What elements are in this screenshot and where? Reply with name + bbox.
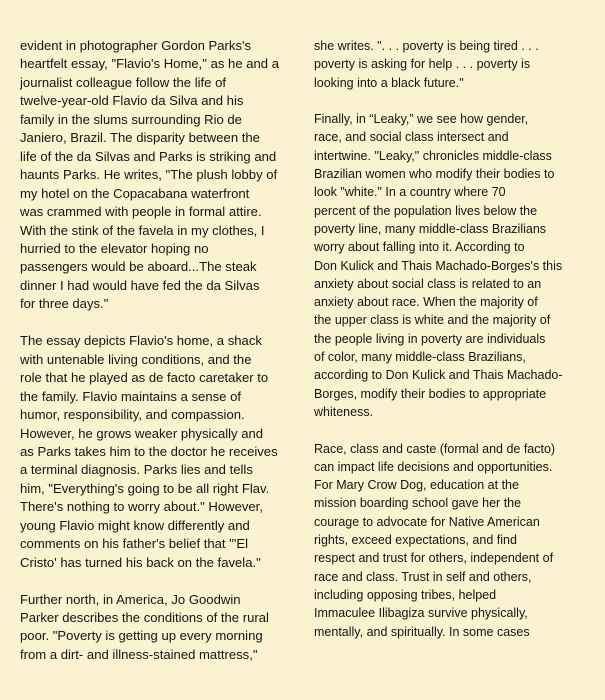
- text-line: For Mary Crow Dog, education at the: [314, 478, 519, 493]
- text-line: dinner I had would have fed the da Silvas: [20, 277, 260, 293]
- text-line: young Flavio might know differently and: [20, 517, 250, 533]
- text-line: rights, exceed expectations, and find: [314, 533, 517, 548]
- text-line: journalist colleague follow the life of: [20, 74, 226, 90]
- text-line: Parker describes the conditions of the rural: [20, 610, 269, 626]
- text-line: hurried to the elevator hoping no: [20, 240, 209, 256]
- text-line: of color, many middle-class Brazilians,: [314, 350, 526, 365]
- text-line: a terminal diagnosis. Parks lies and tells: [20, 462, 253, 478]
- paragraph: [20, 332, 278, 572]
- text-line: including opposing tribes, helped: [314, 587, 497, 602]
- text-line: the family. Flavio maintains a sense of: [20, 388, 241, 404]
- text-line: mission boarding school gave her the: [314, 496, 522, 511]
- text-line: with untenable living conditions, and the: [20, 351, 252, 367]
- text-line: heartfelt essay, "Flavio's Home," as he and a: [20, 56, 280, 72]
- text-line: evident in photographer Gordon Parks's: [20, 38, 252, 53]
- text-line: anxiety about social class is related to an: [314, 276, 542, 291]
- text-line: for three days.": [20, 296, 109, 312]
- text-line: haunts Parks. He writes, "The plush lobby of: [20, 167, 278, 183]
- paragraph: [20, 37, 278, 314]
- paragraph: [20, 591, 278, 665]
- text-line: Cristo' has turned his back on the favela.": [20, 554, 261, 570]
- text-line: look "white." In a country where 70: [314, 185, 506, 200]
- text-line: worry about falling into it. According to: [314, 240, 525, 255]
- text-line: Brazilian women who modify their bodies to: [314, 167, 555, 182]
- paragraph: [314, 440, 570, 641]
- text-line: role that he played as de facto caretaker to: [20, 370, 269, 386]
- text-line: With the stink of the favela in my clothes, I: [20, 222, 265, 238]
- text-line: the people living in poverty are individuals: [314, 331, 546, 346]
- text-line: from a dirt- and illness-stained mattress,": [20, 646, 258, 662]
- text-line: The essay depicts Flavio's home, a shack: [20, 333, 262, 349]
- text-line: as Parks takes him to the doctor he receives: [20, 443, 278, 459]
- text-line: Further north, in America, Jo Goodwin: [20, 591, 241, 607]
- text-line: my hotel on the Copacabana waterfront: [20, 185, 250, 201]
- paragraph: [314, 110, 570, 421]
- text-line: poverty line, many middle-class Brazilians: [314, 221, 547, 236]
- text-line: looking into a black future.": [314, 75, 464, 90]
- text-line: whiteness.: [314, 404, 374, 419]
- text-line: Borges, modify their bodies to appropriate: [314, 386, 547, 401]
- right-column: [314, 37, 570, 659]
- text-line: life of the da Silvas and Parks is striking and: [20, 148, 277, 164]
- text-line: was crammed with people in formal attire.: [20, 204, 262, 220]
- text-line: race and class. Trust in self and others,: [314, 569, 532, 584]
- text-line: Finally, in “Leaky,” we see how gender,: [314, 112, 529, 127]
- text-line: However, he grows weaker physically and: [20, 425, 264, 441]
- text-line: family in the slums surrounding Rio de: [20, 111, 242, 127]
- text-line: There's nothing to worry about." However,: [20, 499, 263, 515]
- text-line: Don Kulick and Thais Machado-Borges's this: [314, 258, 563, 273]
- text-line: courage to advocate for Native American: [314, 514, 540, 529]
- text-line: Immaculee Ilibagiza survive physically,: [314, 606, 528, 621]
- text-line: according to Don Kulick and Thais Machado-: [314, 368, 563, 383]
- left-column: [20, 37, 278, 683]
- text-line: passengers would be aboard...The steak: [20, 259, 257, 275]
- text-line: anxiety about race. When the majority of: [314, 295, 538, 310]
- text-line: poverty is asking for help . . . poverty is: [314, 57, 531, 72]
- text-line: percent of the population lives below the: [314, 203, 538, 218]
- text-line: twelve-year-old Flavio da Silva and his: [20, 93, 244, 109]
- text-line: the upper class is white and the majority of: [314, 313, 551, 328]
- text-line: him, "Everything's going to be all right Flav.: [20, 480, 270, 496]
- text-line: respect and trust for others, independent of: [314, 551, 554, 566]
- text-line: Race, class and caste (formal and de facto): [314, 441, 556, 456]
- text-line: poor. "Poverty is getting up every morning: [20, 628, 263, 644]
- text-line: humor, responsibility, and compassion.: [20, 407, 245, 423]
- text-line: comments on his father's belief that "'El: [20, 536, 248, 552]
- paragraph: [314, 37, 570, 92]
- text-line: Janiero, Brazil. The disparity between the: [20, 130, 260, 146]
- text-line: can impact life decisions and opportunities.: [314, 459, 553, 474]
- text-line: she writes. ". . . poverty is being tired . . .: [314, 39, 539, 53]
- text-line: intertwine. "Leaky," chronicles middle-class: [314, 148, 552, 163]
- text-line: mentally, and spiritually. In some cases: [314, 624, 530, 639]
- text-line: race, and social class intersect and: [314, 130, 509, 145]
